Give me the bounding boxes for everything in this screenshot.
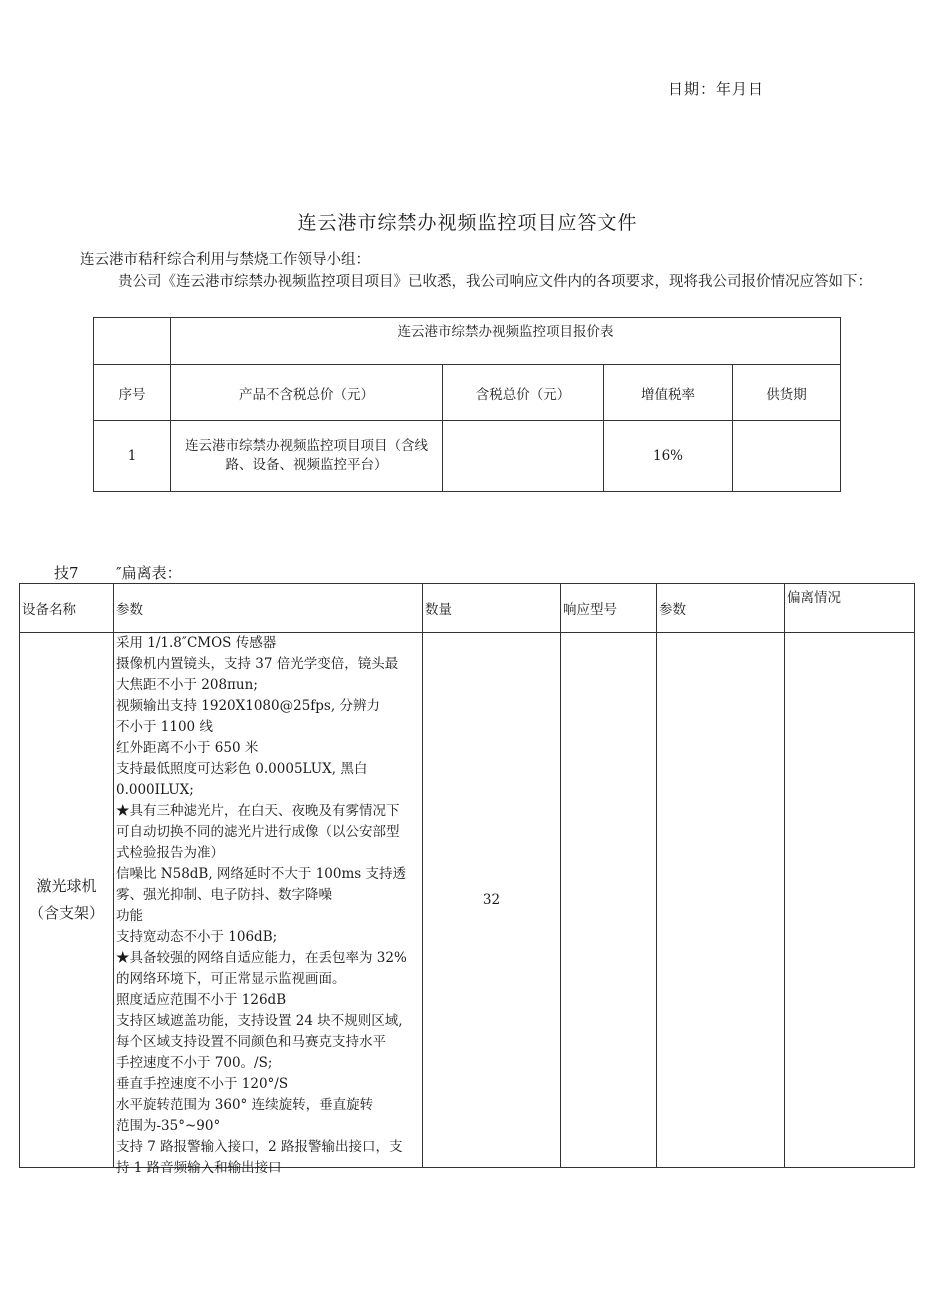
param-line: 采用 1/1.8″CMOS 传感器	[116, 635, 277, 651]
params-cell	[114, 633, 423, 1176]
param-line: 0.000ILUX;	[116, 782, 194, 798]
row-product-name: 连云港市综禁办视频监控项目项目（含线路、设备、视频监控平台）	[171, 421, 443, 492]
document-title: 连云港市综禁办视频监控项目应答文件	[297, 212, 638, 234]
param-line: 垂直手控速度不小于 120°/S	[116, 1076, 289, 1092]
header-deviation: 偏离情况	[785, 584, 915, 633]
header-delivery: 供货期	[733, 365, 841, 421]
quantity-cell: 32	[423, 633, 561, 1168]
param-line: 每个区域支持设置不同颜色和马赛克支持水平	[116, 1034, 386, 1050]
param-line: 范围为-35°~90°	[116, 1118, 221, 1134]
table-row	[94, 421, 841, 492]
param-line: 手控速度不小于 700。/S;	[116, 1055, 273, 1071]
param-line: 功能	[116, 908, 143, 924]
param-line: 雾、强光抑制、电子防抖、数字降噪	[116, 887, 332, 903]
quote-table-title: 连云港市综禁办视频监控项目报价表	[171, 318, 841, 365]
param-line: 式检验报告为准）	[116, 845, 224, 861]
header-price-incl-tax: 含税总价（元）	[443, 365, 604, 421]
param-line: 不小于 1100 线	[116, 719, 213, 735]
row-vat-rate: 16%	[604, 421, 733, 492]
param-line: 支持宽动态不小于 106dB;	[116, 929, 278, 945]
header-response-model: 响应型号	[561, 584, 657, 633]
param-line: 支持区域遮盖功能，支持设置 24 块不规则区域,	[116, 1013, 403, 1029]
param-line: 视频输出支持 1920X1080@25fps, 分辨力	[116, 698, 380, 714]
row-delivery	[733, 421, 841, 492]
param-line: 水平旋转范围为 360° 连续旋转，垂直旋转	[116, 1097, 374, 1113]
header-vat-rate: 增值税率	[604, 365, 733, 421]
param-line: 可自动切换不同的滤光片进行成像（以公安部型	[116, 824, 400, 840]
header-params: 参数	[114, 584, 423, 633]
row-index: 1	[94, 421, 171, 492]
addressee: 连云港市秸秆综合利用与禁烧工作领导小组：	[80, 252, 370, 268]
tech-section-label: 技7	[54, 564, 79, 582]
param-line: 信噪比 N58dB, 网络延时不大于 100ms 支持透	[116, 866, 407, 882]
param-line: 红外距离不小于 650 米	[116, 740, 259, 756]
param-line: 的网络环境下，可正常显示监视画面。	[116, 971, 346, 987]
param-line: ★具备较强的网络自适应能力，在丢包率为 32%	[116, 950, 407, 966]
header-device-name: 设备名称	[20, 584, 114, 633]
device-name-note: （含支架）	[28, 904, 104, 922]
intro-paragraph: 贵公司《连云港市综禁办视频监控项目项目》已收悉，我公司响应文件内的各项要求，现将我公司报价情况应答如下：	[118, 274, 872, 290]
param-line: 摄像机内置镜头，支持 37 倍光学变倍，镜头最	[116, 656, 399, 672]
deviation-table	[19, 583, 915, 1176]
param-line: 支持 7 路报警输入接口，2 路报警输出接口，支	[116, 1139, 403, 1155]
quote-table	[93, 317, 841, 492]
param-line: ★具有三种滤光片，在白天、夜晚及有雾情况下	[116, 803, 400, 819]
row-tax-inclusive	[443, 421, 604, 492]
param-line: 照度适应范围不小于 126dB	[116, 992, 287, 1008]
params-list	[114, 633, 422, 1176]
header-quantity: 数量	[423, 584, 561, 633]
header-index: 序号	[94, 365, 171, 421]
response-model-cell	[561, 633, 657, 1168]
param-line: 大焦距不小于 208πun;	[116, 677, 258, 693]
device-name-cell	[20, 633, 114, 1168]
param-line: 支持最低照度可达彩色 0.0005LUX, 黑白	[116, 761, 368, 777]
device-name: 激光球机	[36, 877, 97, 895]
tech-section-title: ″扁离表：	[116, 564, 182, 582]
param-line: 持 1 路音频输入和输出接口	[116, 1160, 282, 1176]
quote-corner-cell	[94, 318, 171, 365]
date-line: 日期：年月日	[668, 80, 765, 98]
deviation-cell	[785, 633, 915, 1168]
header-response-params: 参数	[657, 584, 785, 633]
header-price-excl-tax: 产品不含税总价（元）	[171, 365, 443, 421]
response-params-cell	[657, 633, 785, 1168]
table-row	[20, 633, 915, 1168]
